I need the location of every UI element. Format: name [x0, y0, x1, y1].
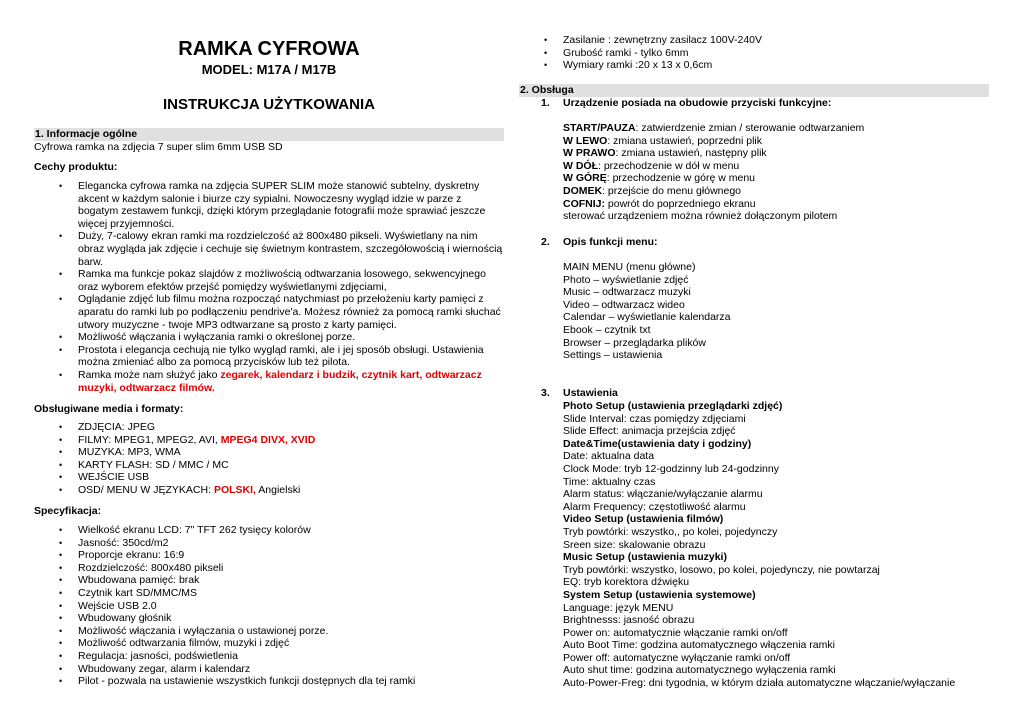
- list-item: • Duży, 7-calowy ekran ramki ma rozdzielczość aż 800x480 pikseli. Wyświetlany na nim obraz wygląda jak zdjęcie i cechuje się świetnym kontrastem, szczegółowością i wiernością barw.: [34, 230, 504, 268]
- media-films-prefix: FILMY: MPEG1, MPEG2, AVI,: [78, 433, 221, 446]
- subsection-1-heading: [519, 97, 989, 110]
- spec-heading: Specyfikacja:: [34, 505, 102, 517]
- list-item: • Wbudowana pamięć: brak: [34, 574, 504, 587]
- list-item: • Prostota i elegancja cechują nie tylko wygląd ramki, ale i jej sposób obsługi. Ustawienia można zmieniać albo za pomocą przycisków lub też pilota.: [34, 344, 504, 369]
- features-list: [34, 180, 504, 394]
- button-desc: : zmiana ustawień, poprzedni plik: [607, 134, 762, 147]
- intro-text: Cyfrowa ramka na zdjęcia 7 super slim 6mm USB SD: [34, 141, 283, 153]
- section-2: [519, 84, 989, 110]
- list-item: • Wejście USB 2.0: [34, 600, 504, 613]
- list-item: • Pilot - pozwala na ustawienie wszystkich funkcji dostępnych dla tej ramki: [34, 675, 504, 688]
- settings-group-heading: Photo Setup (ustawienia przeglądarki zdjęć): [563, 400, 783, 412]
- button-desc-row: [563, 135, 1024, 148]
- menu-line: MAIN MENU (menu główne): [563, 261, 696, 273]
- subsection-3-heading: [519, 387, 1024, 400]
- menu-line: Browser – przeglądarka plików: [563, 336, 706, 349]
- list-item: • WEJŚCIE USB: [34, 471, 504, 484]
- menu-line: Video – odtwarzacz wideo: [563, 298, 685, 311]
- menu-list: [519, 261, 1024, 362]
- doc-title: RAMKA CYFROWA: [178, 38, 360, 60]
- settings-line: Tryb powtórki: wszystko, losowo, po kolei, pojedynczy, nie powtarzaj: [563, 563, 880, 576]
- subsection-3-number: 3.: [541, 386, 550, 399]
- list-item: • Wbudowany zegar, alarm i kalendarz: [34, 663, 504, 676]
- section-1-heading: 1. Informacje ogólne: [34, 128, 504, 141]
- settings-line: Power off: automatyczne wyłączanie ramki on/off: [563, 651, 791, 664]
- list-item: [34, 484, 504, 497]
- list-item: • Proporcje ekranu: 16:9: [34, 549, 504, 562]
- subsection-1-number: 1.: [541, 97, 550, 109]
- list-item: [34, 434, 504, 447]
- list-item: • Możliwość odtwarzania filmów, muzyki i zdjęć: [34, 637, 504, 650]
- button-desc: : przejście do menu głównego: [602, 184, 742, 197]
- feature-last-prefix: Ramka może nam służyć jako: [78, 368, 221, 381]
- subsection-1-title: Urządzenie posiada na obudowie przyciski funkcyjne:: [563, 97, 832, 109]
- settings-group-heading: System Setup (ustawienia systemowe): [563, 588, 756, 601]
- settings-line: Auto shut time: godzina automatycznego wyłączenia ramki: [563, 664, 836, 677]
- list-item: • Ramka ma funkcje pokaz slajdów z możliwością odtwarzania losowego, sekwencyjnego oraz wyborem efektów przejść pomiędzy wyświetlanymi zdjęciami,: [34, 268, 504, 293]
- section-1: [34, 128, 504, 154]
- button-name: W PRAWO: [563, 147, 616, 160]
- button-desc: : przechodzenie w górę w menu: [606, 172, 755, 185]
- media-osd-suffix: Angielski: [255, 483, 301, 496]
- menu-line: Calendar – wyświetlanie kalendarza: [563, 311, 731, 324]
- list-item: • Zasilanie : zewnętrzny zasilacz 100V-240V: [519, 34, 989, 47]
- menu-line: Photo – wyświetlanie zdjęć: [563, 273, 689, 286]
- list-item: • Jasność: 350cd/m2: [34, 537, 504, 550]
- settings-line: Sreen size: skalowanie obrazu: [563, 538, 706, 551]
- list-item: • ZDJĘCIA: JPEG: [34, 421, 504, 434]
- list-item: • Wbudowany głośnik: [34, 612, 504, 625]
- settings-group-heading: Video Setup (ustawienia filmów): [563, 513, 724, 526]
- doc-model: MODEL: M17A / M17B: [201, 62, 337, 77]
- subsection-2-title: Opis funkcji menu:: [563, 236, 658, 248]
- list-item: • MUZYKA: MP3, WMA: [34, 446, 504, 459]
- settings-line: Alarm status: włączanie/wyłączanie alarmu: [563, 488, 763, 501]
- media-heading: Obsługiwane media i formaty:: [34, 403, 184, 415]
- settings-line: Slide Effect: animacja przejścia zdjęć: [563, 425, 736, 438]
- button-desc-row: [563, 122, 1024, 135]
- subsection-2-heading: [519, 236, 1024, 249]
- media-osd-highlight: POLSKI,: [213, 483, 256, 496]
- menu-line: Settings – ustawienia: [563, 349, 663, 362]
- remote-note: sterować urządzeniem można również dołączonym pilotem: [563, 210, 838, 223]
- button-desc: powrót do poprzedniego ekranu: [605, 197, 756, 210]
- settings-line: EQ: tryb korektora dźwięku: [563, 576, 690, 589]
- subsection-3-title: Ustawienia: [563, 386, 618, 399]
- button-name: W DÓŁ: [563, 159, 598, 172]
- list-item: • Oglądanie zdjęć lub filmu można rozpocząć natychmiast po przełożeniu karty pamięci z aparatu do ramki lub po podłączeniu pendrive'a. Możesz również za pomocą ramki słuchać utwory muzyczne - twoje MP3 odtwarzane są prosto z karty pamięci.: [34, 293, 504, 331]
- doc-subtitle: INSTRUKCJA UŻYTKOWANIA: [163, 96, 375, 113]
- button-desc-row: [563, 172, 1024, 185]
- button-name: W LEWO: [563, 134, 608, 147]
- button-desc-row: [563, 147, 1024, 160]
- settings-list: [519, 400, 1024, 690]
- button-desc-row: [563, 160, 1024, 173]
- feature-last-highlight: zegarek, kalendarz i budzik, czytnik kart, odtwarzacz muzyki, odtwarzacz filmów.: [78, 368, 482, 394]
- features-heading: Cechy produktu:: [34, 161, 118, 173]
- right-column: [519, 0, 989, 690]
- list-item: • KARTY FLASH: SD / MMC / MC: [34, 459, 504, 472]
- button-list: [519, 122, 1024, 223]
- spec-list: [34, 524, 504, 688]
- list-item: • Wymiary ramki :20 x 13 x 0,6cm: [519, 59, 989, 72]
- settings-line: Slide Interval: czas pomiędzy zdjęciami: [563, 412, 746, 425]
- button-desc: : zatwierdzenie zmian / sterowanie odtwarzaniem: [635, 122, 865, 134]
- settings-line: Language: język MENU: [563, 601, 674, 614]
- button-desc-row: [563, 198, 1024, 211]
- settings-group-heading: Date&Time(ustawienia daty i godziny): [563, 437, 752, 450]
- settings-group-heading: Music Setup (ustawienia muzyki): [563, 551, 727, 564]
- list-item: • Rozdzielczość: 800x480 pikseli: [34, 562, 504, 575]
- button-name: COFNIJ:: [563, 197, 605, 210]
- section-2-heading: 2. Obsługa: [519, 84, 989, 97]
- list-item: • Możliwość włączania i wyłączania ramki o określonej porze.: [34, 331, 504, 344]
- subsection-2-number: 2.: [541, 236, 550, 248]
- list-item: • Grubość ramki - tylko 6mm: [519, 47, 989, 60]
- top-spec-list: [519, 34, 989, 72]
- button-name: W GÓRĘ: [563, 172, 607, 185]
- settings-line: Clock Mode: tryb 12-godzinny lub 24-godzinny: [563, 462, 779, 475]
- list-item: • Elegancka cyfrowa ramka na zdjęcia SUPER SLIM może stanowić subtelny, dyskretny akcent w każdym salonie i biurze czy sypialni. Nowoczesny wygląd idzie w parze z bogatym zestawem funkcji, dzięki którym przeglądanie fotografii może sprawiać jeszcze więcej przyjemności.: [34, 180, 504, 230]
- list-item: • Możliwość włączania i wyłączania o ustawionej porze.: [34, 625, 504, 638]
- settings-line: Auto Boot Time: godzina automatycznego włączenia ramki: [563, 639, 835, 652]
- settings-line: Date: aktualna data: [563, 450, 655, 463]
- settings-line: Tryb powtórki: wszystko,, po kolei, pojedynczy: [563, 525, 778, 538]
- button-desc-row: [563, 185, 1024, 198]
- list-item: • Wielkość ekranu LCD: 7" TFT 262 tysięcy kolorów: [34, 524, 504, 537]
- list-item: • Czytnik kart SD/MMC/MS: [34, 587, 504, 600]
- settings-line: Power on: automatycznie włączanie ramki on/off: [563, 626, 788, 639]
- menu-line: Music – odtwarzacz muzyki: [563, 286, 691, 299]
- settings-line: Brightnesss: jasność obrazu: [563, 614, 695, 627]
- media-list: [34, 421, 504, 497]
- settings-line: Auto-Power-Freg: dni tygodnia, w którym działa automatyczne włączanie/wyłączanie: [563, 677, 956, 690]
- settings-line: Time: aktualny czas: [563, 475, 656, 488]
- button-desc: : zmiana ustawień, następny plik: [615, 147, 767, 160]
- list-item: [34, 369, 504, 394]
- media-films-highlight: MPEG4 DIVX, XVID: [220, 433, 316, 446]
- button-name: START/PAUZA: [563, 122, 636, 134]
- media-osd-prefix: OSD/ MENU W JĘZYKACH:: [78, 483, 214, 496]
- button-name: DOMEK: [563, 184, 603, 197]
- menu-line: Ebook – czytnik txt: [563, 323, 651, 336]
- button-desc: : przechodzenie w dół w menu: [598, 159, 740, 172]
- settings-line: Alarm Frequency: częstotliwość alarmu: [563, 500, 746, 513]
- list-item: • Regulacja: jasności, podświetlenia: [34, 650, 504, 663]
